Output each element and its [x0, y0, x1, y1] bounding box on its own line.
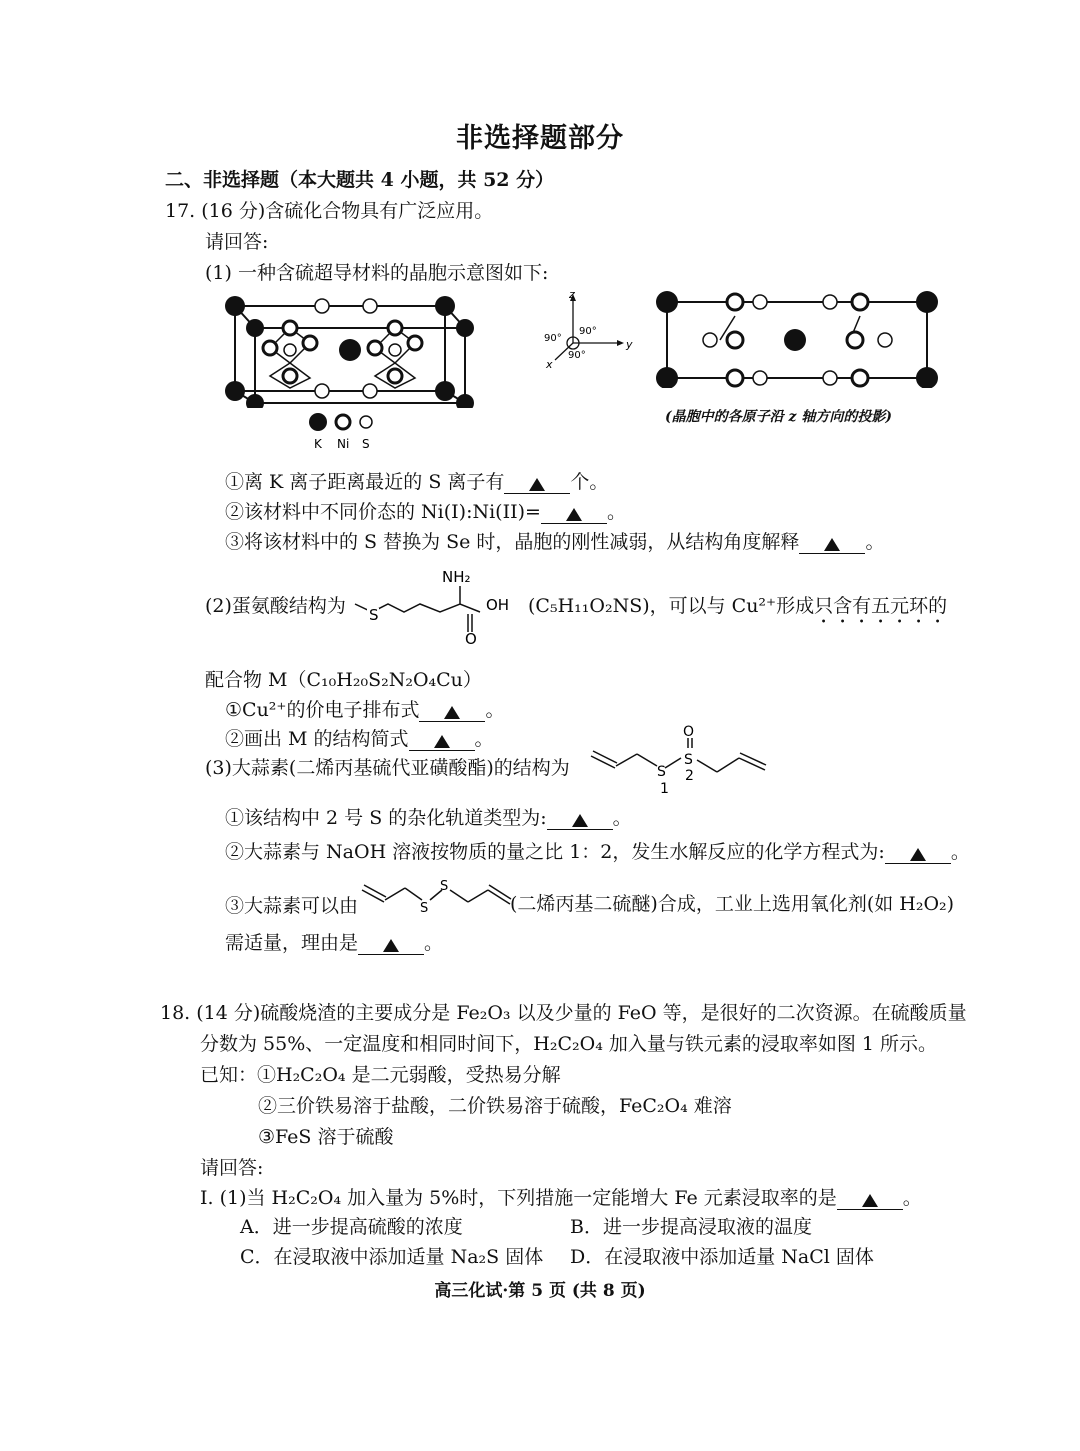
triangle-icon	[910, 848, 926, 861]
legend-k: K	[314, 437, 322, 451]
disulfide-structure	[358, 876, 513, 920]
legend-s-marker	[360, 416, 372, 428]
axis-angle-2: 90°	[579, 326, 597, 337]
projection-caption: (晶胞中的各原子沿 z 轴方向的投影)	[665, 409, 892, 425]
q18-known3: ③FeS 溶于硫酸	[258, 1126, 394, 1148]
option-d[interactable]: D．在浸取液中添加适量 NaCl 固体	[570, 1246, 874, 1268]
crystal-cell-diagram	[210, 288, 500, 408]
atom-legend	[300, 410, 390, 452]
q18-ask: 请回答:	[200, 1157, 264, 1179]
answer-blank[interactable]	[358, 934, 424, 955]
triangle-icon	[383, 939, 399, 952]
option-a[interactable]: A．进一步提高硫酸的浓度	[240, 1216, 463, 1238]
projection-diagram	[650, 288, 945, 388]
page-title: 非选择题部分	[456, 123, 624, 154]
q17-1-2-end: 。	[606, 501, 626, 523]
q18-part1	[200, 1186, 922, 1210]
axis-z: z	[569, 288, 575, 301]
met-oh: OH	[486, 596, 510, 614]
disulfide-s2: S	[440, 879, 449, 894]
q17-part3-pre: (3)大蒜素(二烯丙基硫代亚磺酸酯)的结构为	[205, 757, 570, 779]
answer-blank[interactable]	[504, 473, 570, 494]
triangle-icon	[529, 478, 545, 491]
axis-angle-3: 90°	[568, 350, 586, 361]
axis-x: x	[546, 358, 553, 371]
q17-1-3-end: 。	[865, 531, 885, 553]
q18-known1: 已知：①H₂C₂O₄ 是二元弱酸，受热易分解	[200, 1064, 561, 1086]
answer-blank[interactable]	[885, 843, 951, 864]
allicin-s1: S	[657, 764, 666, 780]
met-s: S	[369, 606, 379, 624]
triangle-icon	[824, 538, 840, 551]
legend-ni: Ni	[337, 437, 350, 451]
q17-3-3-pre: ③大蒜素可以由	[225, 895, 359, 917]
q18-intro: 18. (14 分)硫酸烧渣的主要成分是 Fe₂O₃ 以及少量的 FeO 等，是很好的二次资源。在硫酸质量	[160, 1002, 967, 1024]
answer-blank[interactable]	[799, 533, 865, 554]
q17-3-2-end: 。	[950, 841, 970, 863]
q17-3-1-text: ①该结构中 2 号 S 的杂化轨道类型为:	[225, 807, 547, 829]
q17-3-3-text: 需适量，理由是	[225, 932, 359, 954]
axis-y: y	[626, 338, 633, 351]
q17-1-2	[225, 500, 626, 524]
met-nh2: NH₂	[442, 568, 471, 586]
q17-part2-cont: 配合物 M（C₁₀H₂₀S₂N₂O₄Cu）	[205, 669, 482, 691]
triangle-icon	[572, 814, 588, 827]
section-heading: 二、非选择题（本大题共 4 小题，共 52 分）	[165, 169, 555, 191]
answer-blank[interactable]	[409, 730, 475, 751]
q17-1-1-end: 个。	[570, 471, 609, 493]
q18-intro2: 分数为 55%、一定温度和相同时间下，H₂C₂O₄ 加入量与铁元素的浸取率如图 1 所示。	[200, 1033, 938, 1055]
q18-part1-end: 。	[902, 1187, 922, 1209]
q17-1-1-text: ①离 K 离子距离最近的 S 离子有	[225, 471, 505, 493]
q17-part2-emph: 只含有五元环的	[814, 595, 948, 617]
q17-3-1-end: 。	[612, 807, 632, 829]
answer-blank[interactable]	[837, 1189, 903, 1210]
methionine-structure	[350, 566, 530, 648]
q17-intro: 17. (16 分)含硫化合物具有广泛应用。	[165, 200, 494, 222]
q17-3-2-text: ②大蒜素与 NaOH 溶液按物质的量之比 1：2，发生水解反应的化学方程式为:	[225, 841, 885, 863]
q17-2-2-text: ②画出 M 的结构简式	[225, 728, 409, 750]
met-o: O	[465, 630, 477, 648]
q18-part1-text: I. (1)当 H₂C₂O₄ 加入量为 5%时，下列措施一定能增大 Fe 元素浸取率的是	[200, 1187, 837, 1209]
q18-known2: ②三价铁易溶于盐酸，二价铁易溶于硫酸，FeC₂O₄ 难溶	[258, 1095, 732, 1117]
triangle-icon	[444, 706, 460, 719]
triangle-icon	[434, 735, 450, 748]
q17-1-1	[225, 470, 608, 494]
allicin-s2: S	[684, 752, 693, 768]
q17-part2-formula	[528, 594, 947, 628]
option-c[interactable]: C．在浸取液中添加适量 Na₂S 固体	[240, 1246, 544, 1268]
q17-1-3-text: ③将该材料中的 S 替换为 Se 时，晶胞的刚性减弱，从结构角度解释	[225, 531, 800, 553]
q17-ask: 请回答:	[205, 231, 269, 253]
disulfide-s1: S	[420, 901, 429, 916]
q17-3-3	[225, 931, 443, 955]
allicin-structure	[585, 724, 775, 796]
axes-diagram	[540, 288, 635, 373]
allicin-num-2: 2	[685, 768, 694, 784]
legend-ni-marker	[336, 415, 350, 429]
page-footer: 高三化试·第 5 页 (共 8 页)	[434, 1281, 646, 1301]
answer-blank[interactable]	[541, 503, 607, 524]
q17-part2-pre: (2)蛋氨酸结构为	[205, 595, 346, 617]
triangle-icon	[862, 1194, 878, 1207]
q17-1-3	[225, 530, 884, 554]
q17-1-2-text: ②该材料中不同价态的 Ni(I):Ni(II)=	[225, 501, 541, 523]
legend-s: S	[362, 437, 370, 451]
q17-2-1-text: ①Cu²⁺的价电子排布式	[225, 699, 420, 721]
q17-2-2	[225, 727, 494, 751]
q17-3-2	[225, 840, 970, 864]
q17-part1-intro: (1) 一种含硫超导材料的晶胞示意图如下:	[205, 262, 549, 284]
option-b[interactable]: B．进一步提高浸取液的温度	[570, 1216, 812, 1238]
q17-2-1	[225, 698, 504, 722]
allicin-o: O	[683, 724, 695, 740]
q17-3-3-mid: (二烯丙基二硫醚)合成，工业上选用氧化剂(如 H₂O₂)	[510, 893, 955, 915]
answer-blank[interactable]	[419, 701, 485, 722]
q17-part2-formula-text: (C₅H₁₁O₂NS)，可以与 Cu²⁺形成	[528, 595, 815, 617]
triangle-icon	[566, 508, 582, 521]
answer-blank[interactable]	[547, 809, 613, 830]
q17-2-2-end: 。	[474, 728, 494, 750]
q17-3-1	[225, 806, 632, 830]
q17-2-1-end: 。	[485, 699, 505, 721]
axis-angle-1: 90°	[544, 333, 562, 344]
q17-3-3-end: 。	[424, 932, 444, 954]
legend-k-marker	[309, 413, 327, 431]
allicin-num-1: 1	[660, 781, 669, 796]
